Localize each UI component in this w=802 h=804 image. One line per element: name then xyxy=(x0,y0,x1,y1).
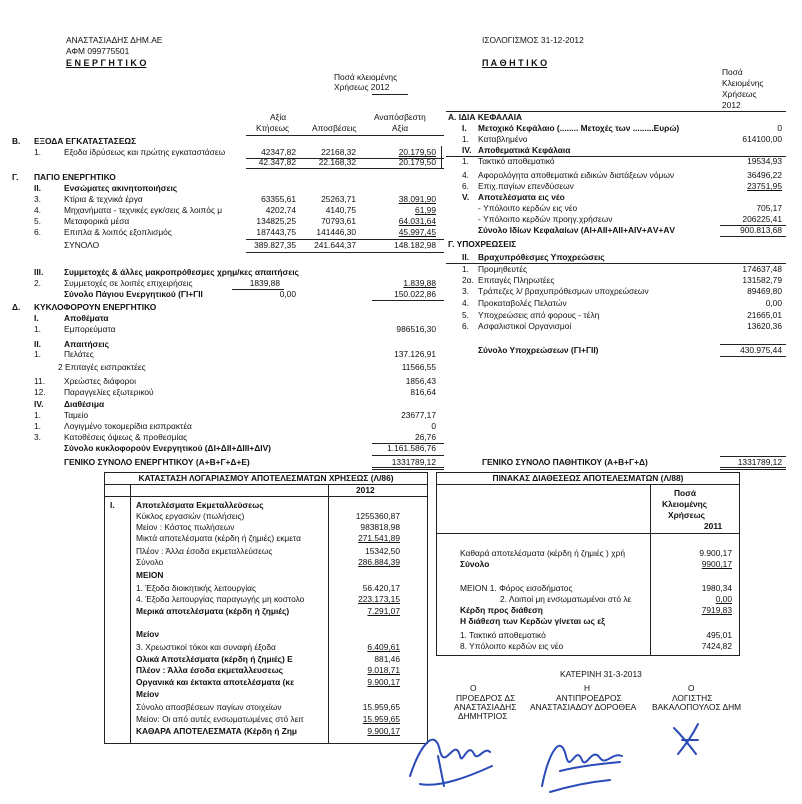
g-total-label: Σύνολο Πάγιου Ενεργητικού (ΓΙ+ΓΙΙ xyxy=(64,289,203,299)
pl-title: ΚΑΤΑΣΤΑΣΗ ΛΟΓΑΡΙΑΣΜΟΥ ΑΠΟΤΕΛΕΣΜΑΤΩΝ ΧΡΗΣΕΩΣ (Λ/86) xyxy=(138,473,394,483)
pl-row-label: Μικτά αποτελέσματα (κέρδη ή ζημιές) εκμετα xyxy=(136,534,301,543)
sec-div-title: Διαθέσιμα xyxy=(64,399,105,409)
di1-val: 986516,30 xyxy=(396,324,436,334)
pl-total-val: 881,46 xyxy=(374,654,400,664)
liab-aiv6-val: 23751,95 xyxy=(747,181,782,191)
liab-av2-label: - Υπόλοιπο κερδών προηγ.χρήσεων xyxy=(478,214,613,224)
g-sum-dep: 241.644,37 xyxy=(314,240,356,250)
sec-giii-title: Συμμετοχές & άλλες μακροπρόθεσμες χρημ/κες απαιτήσεις xyxy=(64,267,299,277)
fixed-no: 6. xyxy=(34,227,41,237)
liab-item-no: 3. xyxy=(462,286,469,296)
fixed-dep: 25263,71 xyxy=(321,194,356,204)
pl-int-val: 6.409,61 xyxy=(367,642,400,652)
liab-ai1-val: 614100,00 xyxy=(742,134,782,144)
liab-av1-label: - Υπόλοιπο κερδών εις νέο xyxy=(478,203,578,213)
liab-item-no: 4. xyxy=(462,298,469,308)
fixed-label: Κτίρια & τεχνικά έργα xyxy=(64,195,143,204)
pl-minus1: ΜΕΙΟΝ xyxy=(136,570,164,580)
liab-a-total: 900.813,68 xyxy=(740,225,782,235)
fixed-cost: 4202,74 xyxy=(265,205,296,215)
d-total-label: Σύνολο κυκλοφορούν Ενεργητικού (ΔΙ+ΔΙΙ+ΔΙΙΙ+ΔΙV) xyxy=(64,443,271,453)
liab-h3: Χρήσεως xyxy=(722,89,757,99)
pl-org-val: 9.900,17 xyxy=(367,677,400,687)
liab-aiv6-no: 6. xyxy=(462,181,469,191)
liab-aiv-title: Αποθεματικά Κεφάλαια xyxy=(478,145,571,155)
di1-no: 1. xyxy=(34,324,41,334)
liab-aiv4-label: Αφορολόγητα αποθεματικά ειδικών διατάξεων νόμων xyxy=(478,170,675,180)
liab-av2-text: Υπόλοιπο κερδών προηγ.χρήσεων xyxy=(483,214,613,224)
sec-gii-title: Ενσώματες ακινητοποιήσεις xyxy=(64,183,178,193)
liab-gii-title: Βραχυπρόθεσμες Υποχρεώσεις xyxy=(478,252,605,262)
dist-alloc1-label: 1. Τακτικό αποθεματικό xyxy=(460,630,546,640)
liab-h4: 2012 xyxy=(722,100,741,110)
dii12-val: 816,64 xyxy=(410,387,436,397)
dist-net-label: Καθαρά αποτελέσματα (κέρδη ή ζημιές ) χρή xyxy=(460,549,625,558)
e2-label: Κατοθέσεις όψεως & προθεσμίας xyxy=(64,432,188,442)
pl-row-val: 271.541,89 xyxy=(358,533,400,543)
pl-plus-label: Πλέον : Άλλα έσοδα εκμεταλλευσεως xyxy=(136,666,283,675)
sec-d-title: ΚΥΚΛΟΦΟΡΟΥΝ ΕΝΕΡΓΗΤΙΚΟ xyxy=(34,302,157,312)
liab-item-no: 1. xyxy=(462,264,469,274)
fixed-net: 61,99 xyxy=(415,205,436,215)
giii2-b: 1.839,88 xyxy=(403,278,436,288)
liab-item-label: Προκαταβολές Πελατών xyxy=(478,298,567,308)
e1-val: 0 xyxy=(431,421,436,431)
assets-period-line2: Χρήσεως 2012 xyxy=(334,82,390,92)
giii2-a: 1839,88 xyxy=(249,278,280,288)
dist-h2: Κλειομένης xyxy=(662,499,708,509)
giii2-no: 2. xyxy=(34,278,41,288)
liab-av-code: V. xyxy=(462,192,470,202)
dist-alloc1-val: 495,01 xyxy=(706,630,732,640)
col-net-h2: Αξία xyxy=(392,123,409,133)
fixed-cost: 187443,75 xyxy=(256,227,296,237)
pl-row-val: 983818,98 xyxy=(360,522,400,532)
sec-giii-code: ΙΙΙ. xyxy=(34,267,44,277)
signature-vice-president xyxy=(530,716,630,796)
fixed-dep: 4140,75 xyxy=(325,205,356,215)
fixed-cost: 134825,25 xyxy=(256,216,296,226)
col-net-h1: Αναπόσβεστη xyxy=(374,112,426,122)
pl-partial-val: 7.291,07 xyxy=(367,606,400,616)
liab-aiv1-no: 1. xyxy=(462,156,469,166)
pl-plus-val: 9.018,71 xyxy=(367,665,400,675)
pl-row2-val: 223.173,15 xyxy=(358,594,400,604)
dist-other-label: 2. Λοιποί μη ενσωματωμένοι στό λε xyxy=(500,595,632,604)
liabilities-title: Π Α Θ Η Τ Ι Κ Ο xyxy=(482,58,548,68)
dii2-val: 11566,55 xyxy=(401,362,436,372)
d-total: 1.161.586,76 xyxy=(387,443,436,453)
liab-item-val: 13620,36 xyxy=(747,321,782,331)
liab-aiv4-no: 4. xyxy=(462,170,469,180)
sec-b-title: ΕΞΟΔΑ ΕΓΚΑΤΑΣΤΑΣΕΩΣ xyxy=(34,136,137,146)
dist-other-val: 0,00 xyxy=(715,594,732,604)
col-cost-h1: Αξία xyxy=(270,112,287,122)
fixed-cost: 63355,61 xyxy=(261,194,296,204)
liab-av1-val: 705,17 xyxy=(756,203,782,213)
liab-item-no: 2α. xyxy=(462,275,474,285)
dii1-label: Πελάτες xyxy=(64,349,94,359)
dii11-label: Χρεώστες διάφοροι xyxy=(64,376,136,386)
fixed-no: 4. xyxy=(34,205,41,215)
company-name: ΑΝΑΣΤΑΣΙΑΔΗΣ ΔΗΜ.ΑΕ xyxy=(66,35,163,45)
col-cost-h2: Κτήσεως xyxy=(256,123,290,133)
dist-minus-val: 1980,34 xyxy=(701,583,732,593)
liab-aiv1-label: Τακτικό αποθεματικό xyxy=(478,156,555,166)
dist-profit-val: 7919,83 xyxy=(701,605,732,615)
pl-sec-no: Ι. xyxy=(110,500,115,510)
pl-row2-label: 4. Έξοδα λειτουργίας παραγωγής μη κοστολο xyxy=(136,595,305,604)
fixed-label: Μεταφορικά μέσα xyxy=(64,217,130,226)
assets-grand: 1331789,12 xyxy=(391,457,436,467)
fixed-label: Μηχανήματα - τεχνικές εγκ/σεις & λοιπός μ xyxy=(64,206,223,215)
sec-di-title: Αποθέματα xyxy=(64,313,109,323)
liab-ai-code: Ι. xyxy=(462,123,467,133)
pl-net-val: 9.900,17 xyxy=(367,726,400,736)
liab-item-label: Υποχρεώσεις από φορους - τέλη xyxy=(478,310,600,320)
sec-gii-code: ΙΙ. xyxy=(34,183,41,193)
liab-item-val: 174637,48 xyxy=(742,264,782,274)
pl-org-label: Οργανικά και έκτακτα αποτελέσματα (κε xyxy=(136,678,295,687)
sec-di-code: Ι. xyxy=(34,313,39,323)
signer3-article: Ο xyxy=(688,683,695,693)
liab-item-val: 131582,79 xyxy=(742,275,782,285)
g-sum-label: ΣΥΝΟΛΟ xyxy=(64,240,100,250)
dii2-label: 2 Επιταγές εισπρακτέες xyxy=(58,362,146,372)
signer3-role: ΛΟΓΙΣΤΗΣ xyxy=(672,693,713,703)
e2-no: 3. xyxy=(34,432,41,442)
signer2-article: Η xyxy=(584,683,591,693)
liab-h2: Κλειομένης xyxy=(722,78,764,88)
pl-row-label: Μείον : Κόστος πωλήσεων xyxy=(136,523,235,532)
e2-val: 26,76 xyxy=(415,432,436,442)
div1-val: 23677,17 xyxy=(401,410,436,420)
pl-row-label: Κύκλος εργασιών (πωλήσεις) xyxy=(136,512,245,521)
sec-g-title: ΠΑΓΙΟ ΕΝΕΡΓΗΤΙΚΟ xyxy=(34,172,116,182)
dist-alloc2-val: 7424,82 xyxy=(701,641,732,651)
pl-dep2-val: 15.959,65 xyxy=(362,714,400,724)
pl-row-label: Πλέον : Άλλα έσοδα εκμεταλλεύσεως xyxy=(136,547,273,556)
liab-item-label: Ασφαλιστικοί Οργανισμοί xyxy=(478,321,572,331)
liab-item-val: 0,00 xyxy=(765,298,782,308)
liab-item-val: 89469,80 xyxy=(747,286,782,296)
dist-h3: Χρήσεως xyxy=(668,510,706,520)
div1-no: 1. xyxy=(34,410,41,420)
dist-h1: Ποσά xyxy=(674,488,697,498)
g-total: 150.022,86 xyxy=(394,289,436,299)
pl-partial-label: Μερικά αποτελέσματα (κέρδη ή ζημιές) xyxy=(136,607,290,616)
fixed-label: Επιπλα & λοιπός εξοπλισμός xyxy=(64,228,172,237)
signer2-name: ΑΝΑΣΤΑΣΙΑΔΟΥ ΔΟΡΟΘΕΑ xyxy=(530,702,637,712)
dist-alloc2-label: 8. Υπόλοιπο κερδών εις νέο xyxy=(460,641,564,651)
liab-g-total: 430.975,44 xyxy=(740,345,782,355)
pl-row2-label: 1. Έξοδα διοικητικής λειτουργίας xyxy=(136,584,257,593)
sec-dii-code: ΙΙ. xyxy=(34,339,41,349)
liab-a-title: Α. ΙΔΙΑ ΚΕΦΑΛΑΙΑ xyxy=(448,112,523,122)
pl-row2-val: 56.420,17 xyxy=(362,583,400,593)
pl-total-label: Ολικά Αποτελέσματα (κέρδη ή ζημιές) Ε xyxy=(136,655,293,664)
pl-year: 2012 xyxy=(356,485,375,495)
giii2-label: Συμμετοχές σε λοιπές επιχειρήσεις xyxy=(64,278,193,288)
pl-minus2: Μείον xyxy=(136,629,160,639)
b1-label: Εξοδα ίδρύσεως και πρώτης εγκαταστάσεω xyxy=(64,148,226,157)
company-afm: ΑΦΜ 099775501 xyxy=(66,46,130,56)
fixed-net: 38.091,90 xyxy=(398,194,436,204)
sec-d-code: Δ. xyxy=(12,302,21,312)
liab-aiv6-label: Επιχ.παγίων επενδύσεων xyxy=(478,181,574,191)
assets-period-line1: Ποσά κλειομένης xyxy=(334,72,398,82)
assets-title: Ε Ν Ε Ρ Γ Η Τ Ι Κ Ο xyxy=(66,58,147,68)
dist-alloc-label: Η διάθεση των Κερδών γίνεται ως εξ xyxy=(460,617,605,626)
b1-cost: 42347,82 xyxy=(261,147,296,157)
fixed-net: 45.997,45 xyxy=(398,227,436,237)
dist-net-val: 9.900,17 xyxy=(699,548,732,558)
liab-gii-code: ΙΙ. xyxy=(462,252,469,262)
liab-grand: 1331789,12 xyxy=(737,457,782,467)
dii12-no: 12. xyxy=(34,387,46,397)
liab-item-label: Προμηθευτές xyxy=(478,264,528,274)
signature-president xyxy=(400,716,500,796)
fixed-no: 3. xyxy=(34,194,41,204)
b-total-dep: 22.168,32 xyxy=(318,157,356,167)
dii1-no: 1. xyxy=(34,349,41,359)
liab-ai-val: 0 xyxy=(777,123,782,133)
pl-sec-title: Αποτελέσματα Εκμεταλλεύσεως xyxy=(136,500,264,510)
pl-net-label: ΚΑΘΑΡΑ ΑΠΟΤΕΛΕΣΜΑΤΑ (Κέρδη ή Ζημ xyxy=(136,727,298,736)
b1-net: 20.179,50 xyxy=(398,147,436,157)
pl-row-label: Σύνολο xyxy=(136,558,164,567)
g-total-zero: 0,00 xyxy=(279,289,296,299)
pl-int-label: 3. Χρεωστικοί τόκοι και συναφή έξοδα xyxy=(136,643,276,652)
dii12-label: Παραγγελίες εξωτερικού xyxy=(64,387,154,397)
signer1-surname: ΑΝΑΣΤΑΣΙΑΔΗΣ xyxy=(454,702,517,712)
signer2-role: ΑΝΤΙΠΡΟΕΔΡΟΣ xyxy=(556,693,622,703)
liab-ai-title: Μετοχικό Κεφάλαιο (........ Μετοχές των .........Ευρώ) xyxy=(478,124,680,133)
e1-label: Λογιγμένο τοκομερίδια εισπρακτέα xyxy=(64,421,192,431)
div1-label: Ταμείο xyxy=(64,410,89,420)
pl-row-val: 1255360,87 xyxy=(355,511,400,521)
liab-item-no: 6. xyxy=(462,321,469,331)
dist-h4: 2011 xyxy=(704,521,723,531)
liab-h1: Ποσά xyxy=(722,67,743,77)
pl-dep2-label: Μείον: Οι από αυτές ενσωματωμένες στό λειτ xyxy=(136,715,304,724)
pl-dep-val: 15.959,65 xyxy=(362,702,400,712)
pl-dep-label: Σύνολο αποσβέσεων παγίων στοιχείων xyxy=(136,703,282,712)
dist-profit-label: Κέρδη προς διάθεση xyxy=(460,605,543,615)
signature-accountant xyxy=(664,718,714,758)
sec-g-code: Γ. xyxy=(12,172,19,182)
signer1-firstname: ΔΗΜΗΤΡΙΟΣ xyxy=(458,711,508,721)
sec-div-code: ΙV. xyxy=(34,399,44,409)
liab-a-total-label: Σύνολο Ιδίων Κεφαλαίων (ΑΙ+ΑΙΙ+ΑΙΙ+ΑΙV+ΑV+ΑV xyxy=(478,226,675,235)
liab-av1-text: Υπόλοιπο κερδών εις νέο xyxy=(483,203,578,213)
pl-row-val: 286.884,39 xyxy=(358,557,400,567)
di1-label: Εμπορεύματα xyxy=(64,324,116,334)
liab-item-label: Τράπεζες λ/ βραχυπρόθεσμων υποχρεώσεων xyxy=(478,286,649,296)
liab-aiv4-val: 36496,22 xyxy=(747,170,782,180)
b-total-cost: 42.347,82 xyxy=(258,157,296,167)
liab-item-val: 21665,01 xyxy=(747,310,782,320)
b1-dep: 22168,32 xyxy=(321,147,356,157)
fixed-net: 64.031,64 xyxy=(398,216,436,226)
dist-sum-label: Σύνολο xyxy=(460,559,490,569)
dii11-val: 1856,43 xyxy=(405,376,436,386)
dist-sum-val: 9900,17 xyxy=(701,559,732,569)
dist-title: ΠΙΝΑΚΑΣ ΔΙΑΘΕΣΕΩΣ ΑΠΟΤΕΛΕΣΜΑΤΩΝ (Λ/88) xyxy=(492,473,684,483)
liab-av-title: Αποτελέσματα εις νέο xyxy=(478,192,565,202)
liab-g-total-label: Σύνολο Υποχρεώσεων (ΓΙ+ΓΙΙ) xyxy=(478,345,599,355)
pl-minus3: Μείον xyxy=(136,689,160,699)
g-sum-net: 148.182,98 xyxy=(394,240,436,250)
g-sum-cost: 389.827,35 xyxy=(254,240,296,250)
liab-av2-val: 206225,41 xyxy=(742,214,782,224)
liab-g-title: Γ. ΥΠΟΧΡΕΩΣΕΙΣ xyxy=(448,239,517,249)
sec-b-code: Β. xyxy=(12,136,21,146)
e1-no: 1. xyxy=(34,421,41,431)
liab-aiv1-val: 19534,93 xyxy=(747,156,782,166)
signer1-article: Ο xyxy=(470,683,477,693)
dii1-val: 137.126,91 xyxy=(394,349,436,359)
dist-minus-label: ΜΕΙΟΝ 1. Φόρος εισοδήματος xyxy=(460,583,573,593)
assets-grand-label: ΓΕΝΙΚΟ ΣΥΝΟΛΟ ΕΝΕΡΓΗΤΙΚΟΥ (Α+Β+Γ+Δ+Ε) xyxy=(64,457,250,467)
fixed-dep: 141446,30 xyxy=(316,227,356,237)
signer3-name: ΒΑΚΑΛΟΠΟΥΛΟΣ ΔΗΜ xyxy=(652,702,742,712)
b1-no: 1. xyxy=(34,147,41,157)
liab-item-no: 5. xyxy=(462,310,469,320)
liab-aiv-code: ΙV. xyxy=(462,145,472,155)
fixed-dep: 70793,61 xyxy=(321,216,356,226)
place-date: ΚΑΤΕΡΙΝΗ 31-3-2013 xyxy=(560,669,642,679)
sec-dii-title: Απαιτήσεις xyxy=(64,339,109,349)
liab-item-label: Επιταγές Πληρωτέες xyxy=(478,275,555,285)
liab-ai1-no: 1. xyxy=(462,134,469,144)
pl-row-val: 15342,50 xyxy=(365,546,400,556)
dii11-no: 11. xyxy=(34,376,46,386)
balance-title: ΙΣΟΛΟΓΙΣΜΟΣ 31-12-2012 xyxy=(482,35,584,45)
col-dep-h: Αποσβέσεις xyxy=(312,123,357,133)
liab-ai1-label: Καταβλημένο xyxy=(478,134,528,144)
fixed-no: 5. xyxy=(34,216,41,226)
b-total-net: 20.179,50 xyxy=(398,157,436,167)
liab-grand-label: ΓΕΝΙΚΟ ΣΥΝΟΛΟ ΠΑΘΗΤΙΚΟΥ (Α+Β+Γ+Δ) xyxy=(482,457,648,467)
signer1-role: ΠΡΟΕΔΡΟΣ ΔΣ xyxy=(456,693,516,703)
